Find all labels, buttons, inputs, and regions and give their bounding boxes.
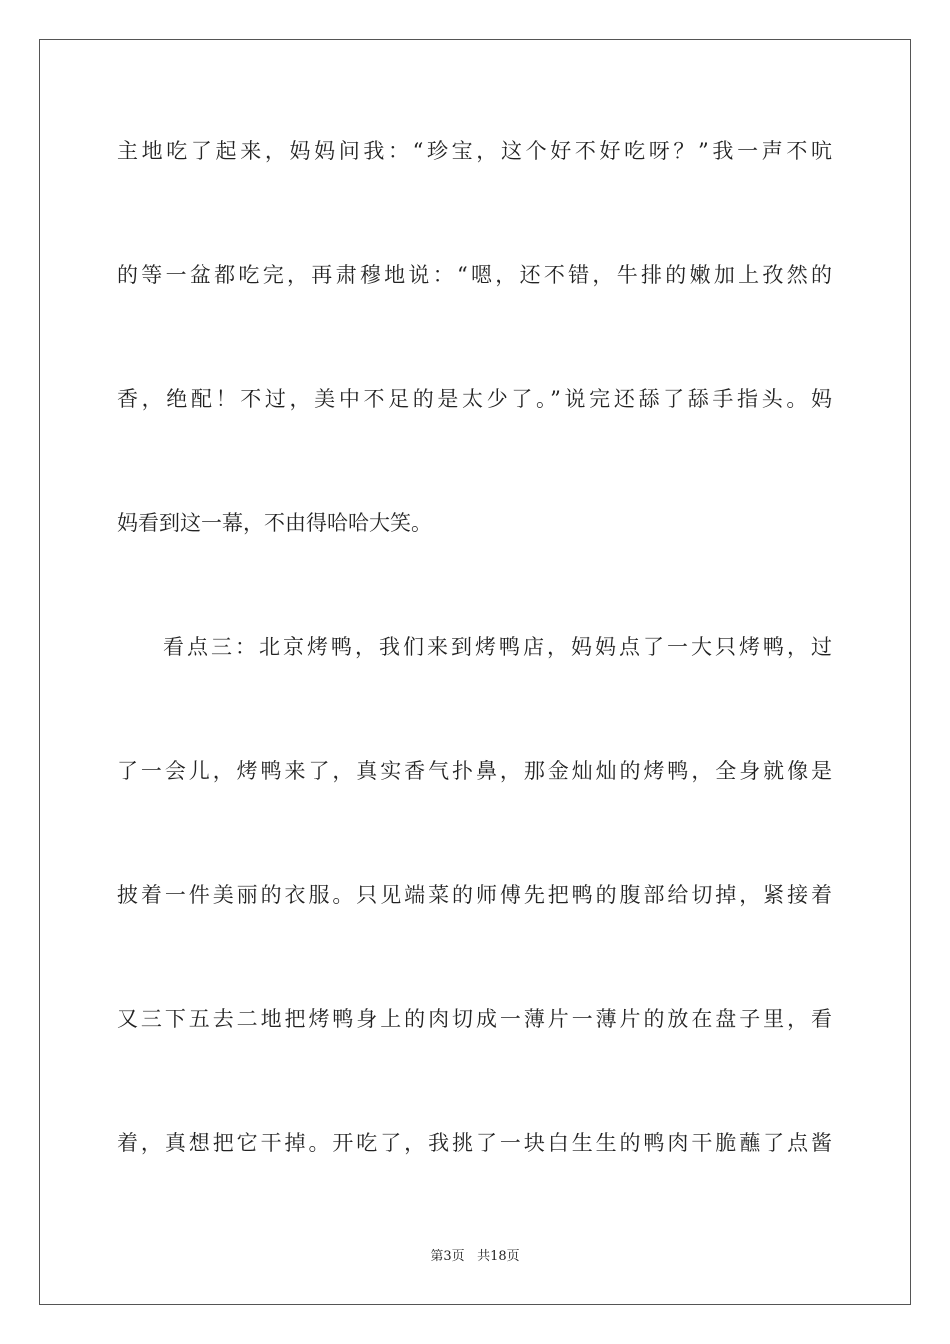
paragraph-line: 香，绝配！不过，美中不足的是太少了。”说完还舔了舔手指头。妈 (117, 387, 832, 411)
page-total: 共18页 (477, 1249, 520, 1264)
paragraph-line: 看点三：北京烤鸭，我们来到烤鸭店，妈妈点了一大只烤鸭，过 (163, 635, 832, 659)
page-number: 第3页 (430, 1249, 465, 1264)
paragraph-line: 又三下五去二地把烤鸭身上的肉切成一薄片一薄片的放在盘子里，看 (117, 1007, 832, 1031)
paragraph-line: 着，真想把它干掉。开吃了，我挑了一块白生生的鸭肉干脆蘸了点酱 (117, 1131, 832, 1155)
page-border (39, 39, 911, 1305)
paragraph-line: 披着一件美丽的衣服。只见端菜的师傅先把鸭的腹部给切掉，紧接着 (117, 883, 832, 907)
paragraph-line: 的等一盆都吃完，再肃穆地说：“嗯，还不错，牛排的嫩加上孜然的 (117, 263, 832, 287)
paragraph-line: 主地吃了起来，妈妈问我：“珍宝，这个好不好吃呀？”我一声不吭 (117, 139, 832, 163)
paragraph-line: 了一会儿，烤鸭来了，真实香气扑鼻，那金灿灿的烤鸭，全身就像是 (117, 759, 832, 783)
page-footer (0, 1245, 950, 1264)
paragraph-line: 妈看到这一幕，不由得哈哈大笑。 (117, 511, 432, 535)
